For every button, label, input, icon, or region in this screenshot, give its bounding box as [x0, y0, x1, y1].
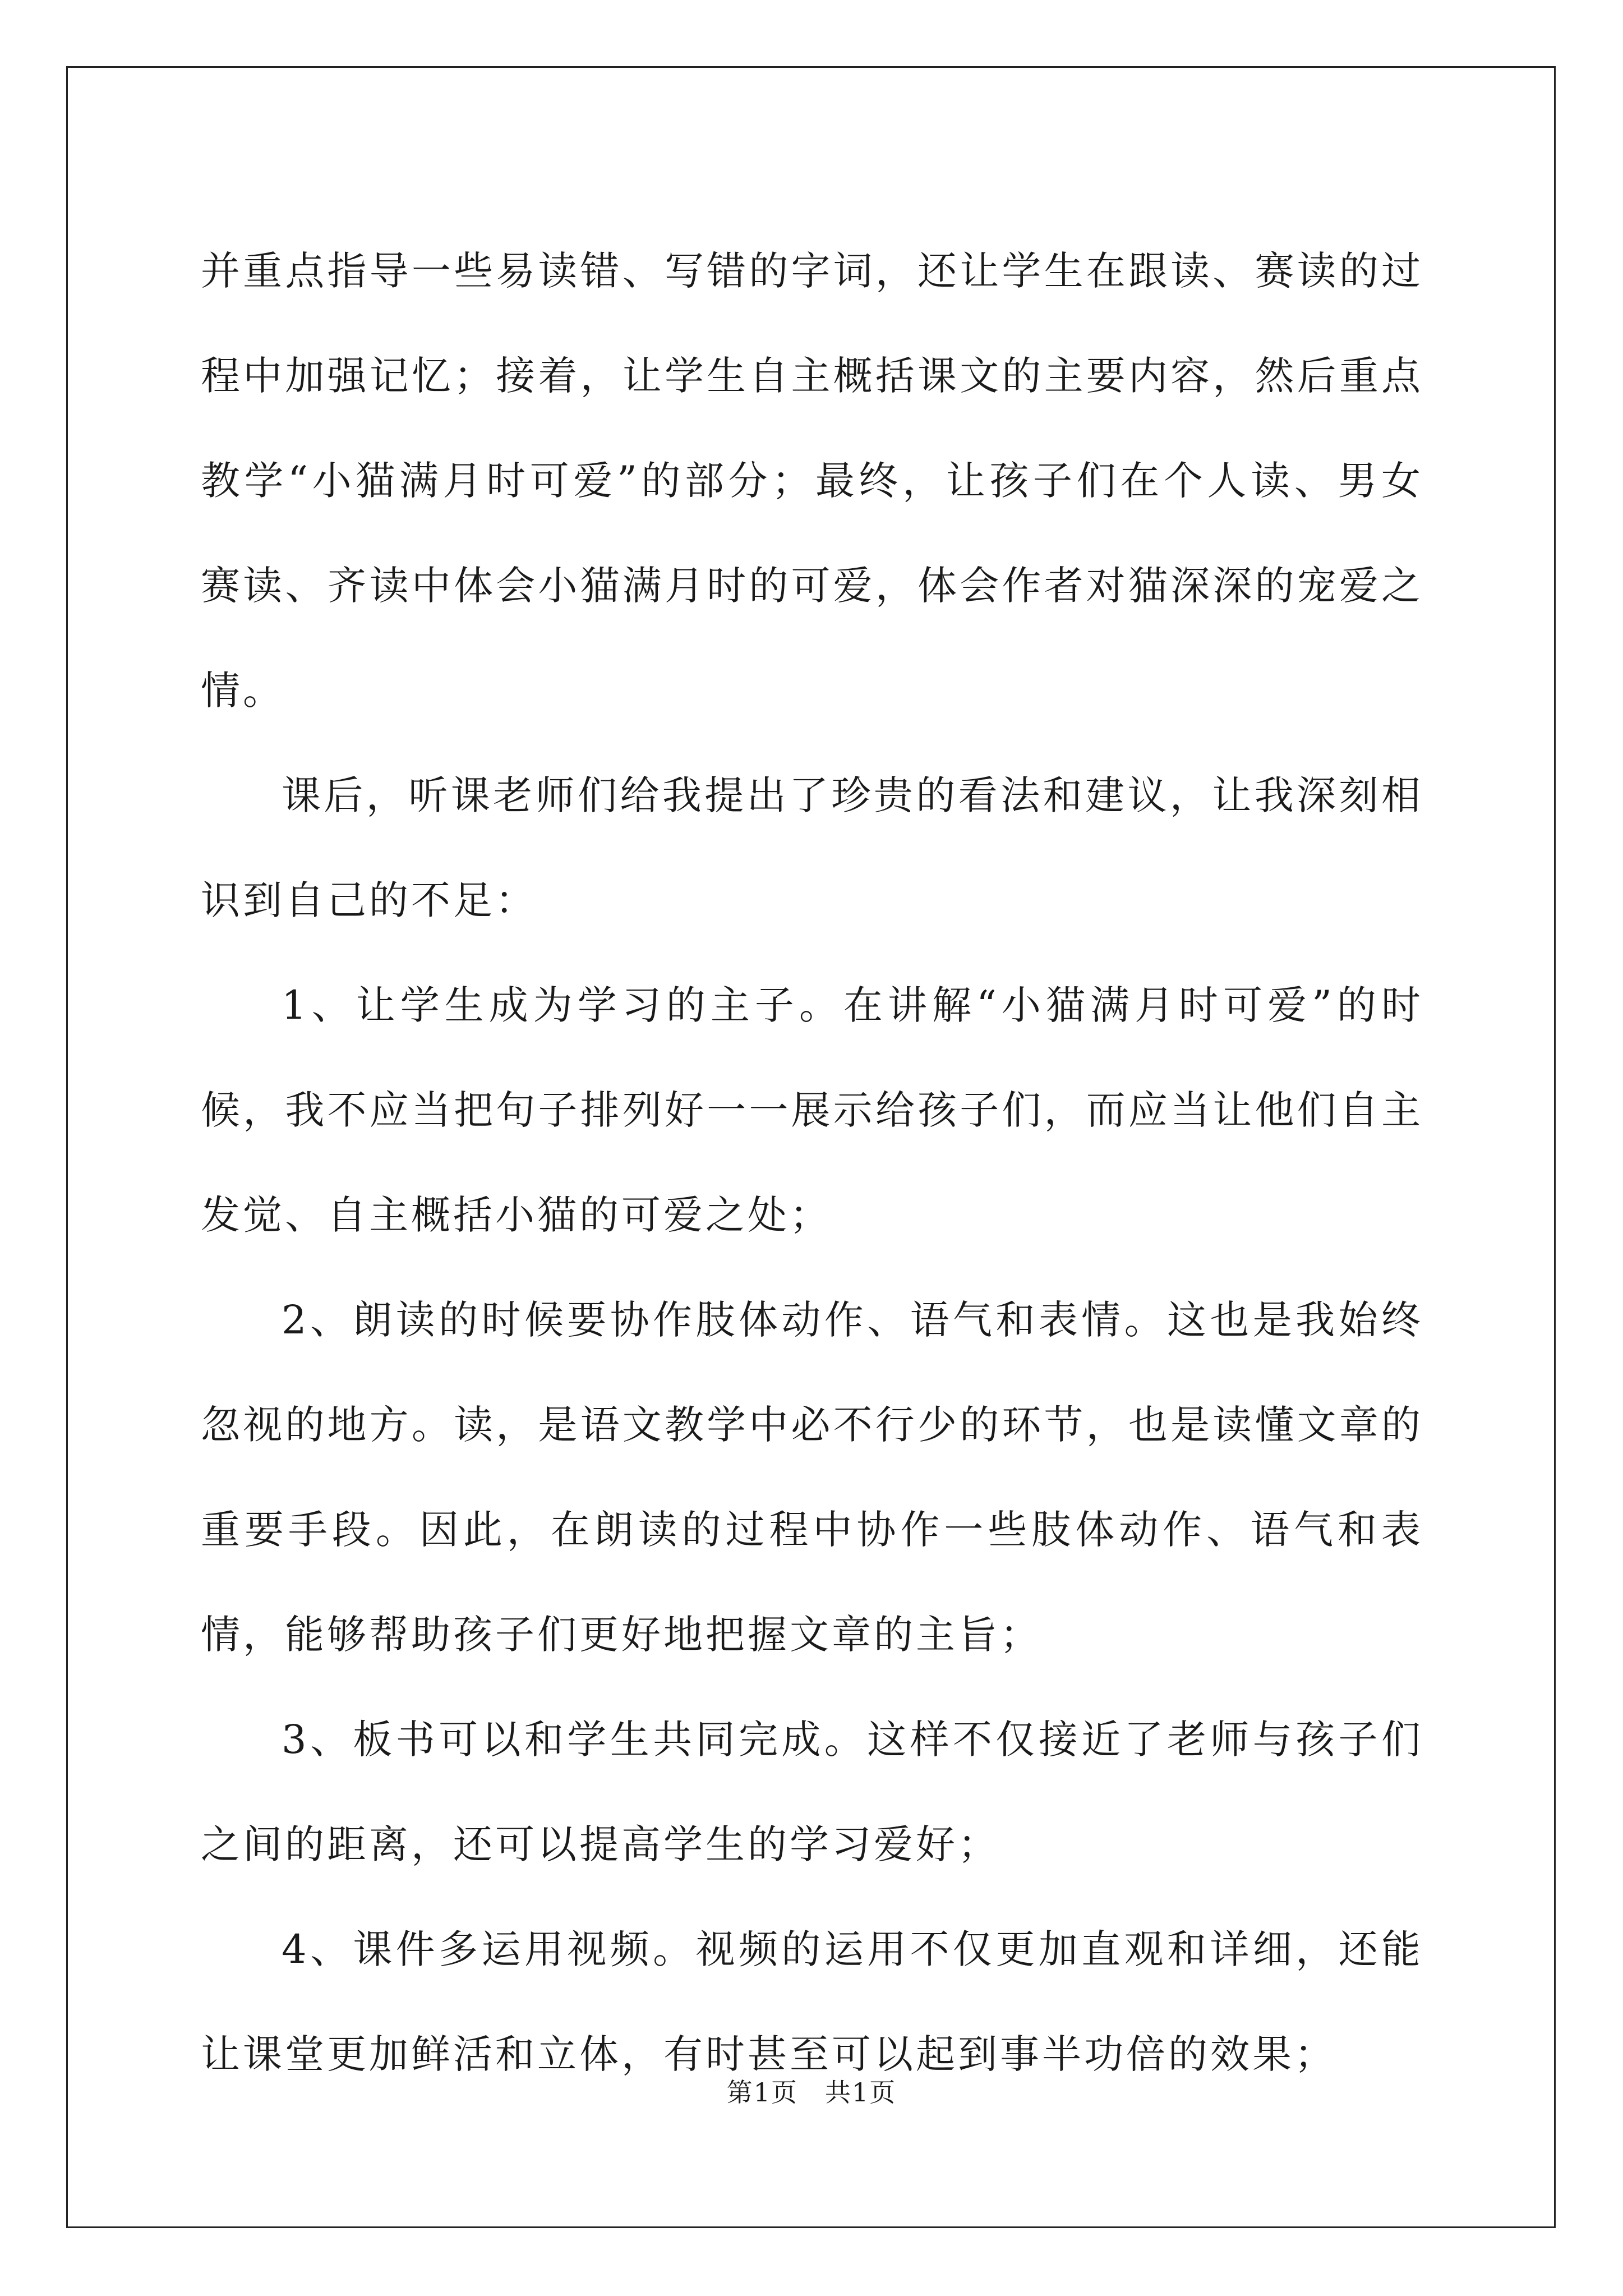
paragraph-5: 3、板书可以和学生共同完成。这样不仅接近了老师与孩子们之间的距离，还可以提高学生的学习爱好；: [201, 1717, 1423, 1867]
paragraph-1: 并重点指导一些易读错、写错的字词，还让学生在跟读、赛读的过程中加强记忆；接着，让学生自主概括课文的主要内容，然后重点教学“小猫满月时可爱”的部分；最终，让孩子们在个人读、男女赛读、齐读中体会小猫满月时的可爱，体会作者对猫深深的宠爱之情。: [201, 248, 1423, 714]
paragraph-4: 2、朗读的时候要协作肢体动作、语气和表情。这也是我始终忽视的地方。读，是语文教学中必不行少的环节，也是读懂文章的重要手段。因此，在朗读的过程中协作一些肢体动作、语气和表情，能够帮助孩子们更好地把握文章的主旨；: [201, 1297, 1423, 1658]
paragraph-2: 课后，听课老师们给我提出了珍贵的看法和建议，让我深刻相识到自己的不足：: [201, 772, 1423, 923]
document-body: [201, 219, 1423, 2107]
page-footer: 第1页 共1页: [726, 2077, 897, 2108]
paragraph-3: 1、让学生成为学习的主子。在讲解“小猫满月时可爱”的时候，我不应当把句子排列好一一展示给孩子们，而应当让他们自主发觉、自主概括小猫的可爱之处；: [201, 982, 1423, 1238]
paragraph-6: 4、课件多运用视频。视频的运用不仅更加直观和详细，还能让课堂更加鲜活和立体，有时甚至可以起到事半功倍的效果；: [201, 1926, 1423, 2077]
